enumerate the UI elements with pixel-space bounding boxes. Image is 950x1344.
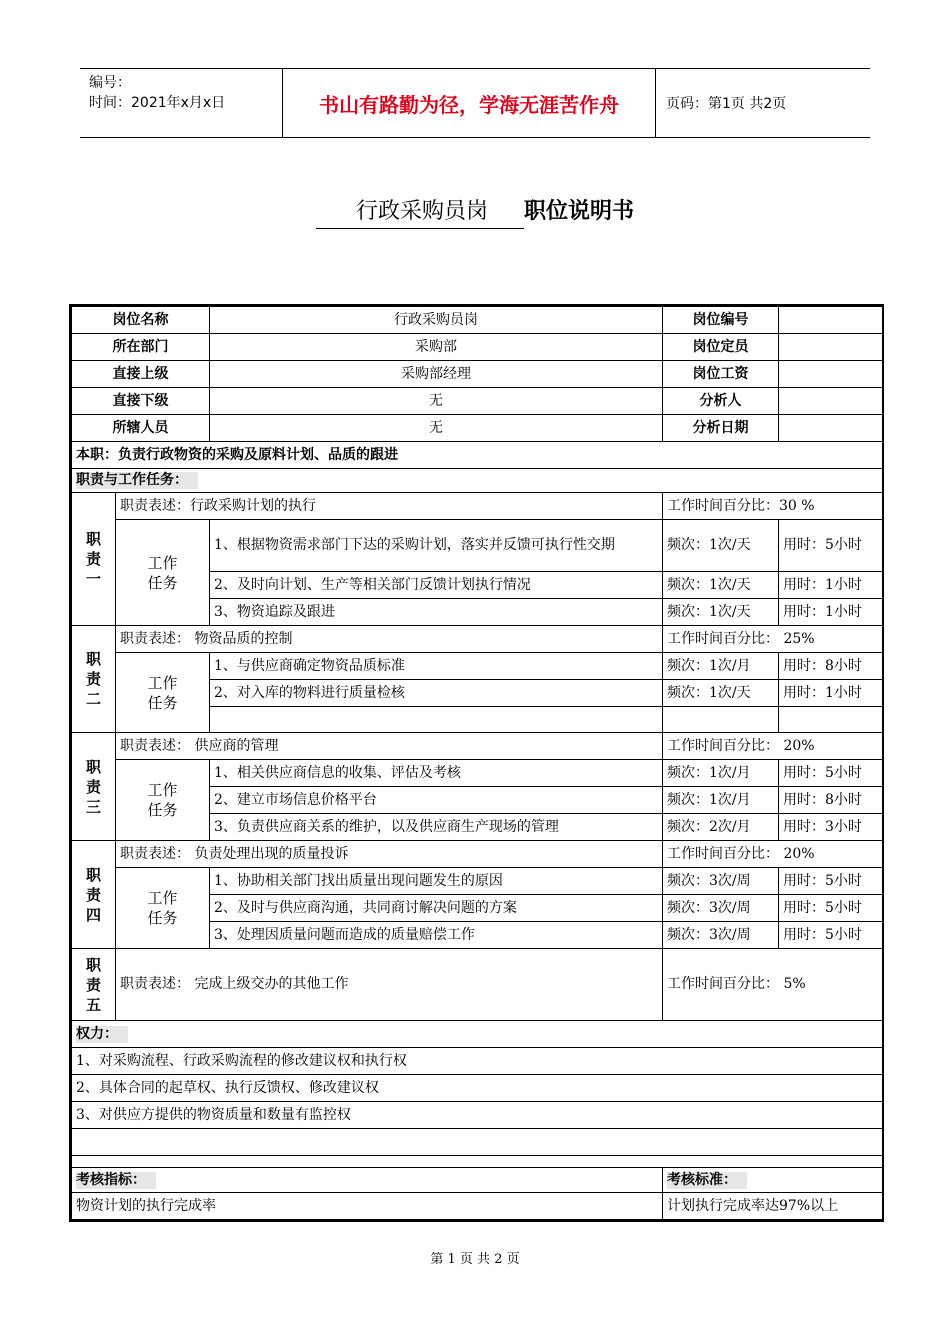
- duty5-row: [72, 949, 883, 1021]
- task-frequency: 频次：1次/月: [663, 760, 779, 787]
- duty-label: [72, 626, 116, 733]
- title-position: 行政采购员岗: [316, 196, 524, 229]
- work-task-label: [116, 653, 210, 733]
- kpi-row: [72, 1193, 883, 1220]
- duty-label: [72, 733, 116, 841]
- task-frequency: 频次：3次/周: [663, 895, 779, 922]
- task-text: 1、协助相关部门找出质量出现问题发生的原因: [210, 868, 663, 895]
- task-row: [72, 653, 883, 680]
- duty-label-char: 一: [85, 570, 101, 588]
- standard-header-label: 考核标准：: [667, 1172, 747, 1189]
- work-task-label: [116, 520, 210, 626]
- duty-label: [72, 841, 116, 949]
- spacer-cell: [72, 1156, 883, 1168]
- info-row: [72, 334, 883, 361]
- spacer-row: [72, 1156, 883, 1168]
- task-duration: 用时：5小时: [779, 922, 883, 949]
- table-body: [72, 307, 883, 1220]
- info-label-2: 岗位工资: [663, 361, 779, 388]
- info-label: 所辖人员: [72, 415, 210, 442]
- duty-label: [72, 493, 116, 626]
- rights-row: [72, 1102, 883, 1129]
- core-duty: 本职：负责行政物资的采购及原料计划、品质的跟进: [72, 442, 883, 469]
- duties-header-row: [72, 469, 883, 493]
- info-value-2: [779, 361, 883, 388]
- task-frequency: 频次：1次/月: [663, 787, 779, 814]
- task-frequency: 频次：3次/周: [663, 922, 779, 949]
- duty-desc-row: [72, 626, 883, 653]
- info-row: [72, 388, 883, 415]
- task-duration: [779, 707, 883, 733]
- task-text: 2、及时向计划、生产等相关部门反馈计划执行情况: [210, 572, 663, 599]
- rights-row: [72, 1048, 883, 1075]
- header-meta: [80, 69, 283, 137]
- info-label-2: 岗位编号: [663, 307, 779, 334]
- duty-time-percent: 工作时间百分比：30 %: [663, 493, 883, 520]
- task-duration: 用时：5小时: [779, 868, 883, 895]
- duty-label-char: 职: [85, 865, 101, 884]
- info-value-2: [779, 388, 883, 415]
- rights-header: [72, 1021, 883, 1048]
- task-duration: 用时：8小时: [779, 787, 883, 814]
- task-text: 2、及时与供应商沟通，共同商讨解决问题的方案: [210, 895, 663, 922]
- info-value: 无: [210, 415, 663, 442]
- task-frequency: 频次：1次/天: [663, 520, 779, 572]
- header-page: 页码：第1页 共2页: [666, 96, 787, 112]
- header-time: 时间：2021年x月x日: [89, 95, 226, 111]
- duty-label-char: 责: [85, 975, 101, 994]
- duty-label-char: 职: [85, 955, 101, 974]
- info-label: 直接下级: [72, 388, 210, 415]
- duty-label-char: 责: [85, 885, 101, 904]
- duty-label-char: 职: [85, 757, 101, 776]
- right-item: [72, 1129, 883, 1156]
- info-label: 直接上级: [72, 361, 210, 388]
- job-description-table: [69, 304, 884, 1222]
- standard-value: 计划执行完成率达97%以上: [663, 1193, 883, 1220]
- task-text: [210, 707, 663, 733]
- core-row: [72, 442, 883, 469]
- task-duration: 用时：8小时: [779, 653, 883, 680]
- task-frequency: [663, 707, 779, 733]
- duty-time-percent: 工作时间百分比： 25%: [663, 626, 883, 653]
- rights-row: [72, 1075, 883, 1102]
- rights-header-row: [72, 1021, 883, 1048]
- info-value-2: [779, 334, 883, 361]
- work-label-line: 任务: [147, 909, 178, 927]
- duty-label-char: 三: [85, 797, 101, 816]
- kpi-value: 物资计划的执行完成率: [72, 1193, 663, 1220]
- work-label-line: 工作: [147, 553, 178, 572]
- task-text: 3、物资追踪及跟进: [210, 599, 663, 626]
- task-frequency: 频次：1次/天: [663, 680, 779, 707]
- task-text: 1、相关供应商信息的收集、评估及考核: [210, 760, 663, 787]
- info-value-2: [779, 415, 883, 442]
- duties-header: [72, 469, 883, 493]
- duty-time-percent: 工作时间百分比： 5%: [663, 949, 883, 1021]
- info-label-2: 分析人: [663, 388, 779, 415]
- page-footer: 第 1 页 共 2 页: [430, 1252, 520, 1267]
- duty-label-char: 职: [85, 650, 101, 668]
- work-label-line: 工作: [147, 673, 178, 692]
- work-label-line: 任务: [147, 801, 178, 819]
- task-text: 2、对入库的物料进行质量检核: [210, 680, 663, 707]
- task-frequency: 频次：3次/周: [663, 868, 779, 895]
- standard-header: [663, 1168, 883, 1193]
- header-motto: 书山有路勤为径，学海无涯苦作舟: [283, 69, 656, 137]
- work-label-line: 任务: [147, 573, 178, 592]
- work-task-label: [116, 760, 210, 841]
- task-frequency: 频次：2次/月: [663, 814, 779, 841]
- duty-description: 职责表述： 物资品质的控制: [116, 626, 663, 653]
- info-label: 岗位名称: [72, 307, 210, 334]
- task-text: 3、负责供应商关系的维护，以及供应商生产现场的管理: [210, 814, 663, 841]
- duties-header-label: 职责与工作任务：: [76, 472, 198, 489]
- task-duration: 用时：5小时: [779, 895, 883, 922]
- info-label-2: 岗位定员: [663, 334, 779, 361]
- task-row: [72, 760, 883, 787]
- rights-header-label: 权力：: [76, 1026, 128, 1043]
- duty-label-char: 责: [85, 670, 101, 688]
- task-frequency: 频次：1次/天: [663, 572, 779, 599]
- task-frequency: 频次：1次/天: [663, 599, 779, 626]
- duty-time-percent: 工作时间百分比： 20%: [663, 841, 883, 868]
- duty-label-char: 五: [85, 995, 101, 1014]
- work-task-label: [116, 868, 210, 949]
- info-row: [72, 361, 883, 388]
- kpi-header-label: 考核指标：: [76, 1172, 156, 1189]
- task-duration: 用时：3小时: [779, 814, 883, 841]
- duty-desc-row: [72, 493, 883, 520]
- title-doc: 职位说明书: [524, 199, 635, 224]
- info-value: 采购部: [210, 334, 663, 361]
- info-value-2: [779, 307, 883, 334]
- task-text: 1、根据物资需求部门下达的采购计划，落实并反馈可执行性交期: [210, 520, 663, 572]
- work-label-line: 工作: [147, 781, 178, 799]
- kpi-header-row: [72, 1168, 883, 1193]
- work-label-line: 任务: [147, 693, 178, 712]
- task-duration: 用时：5小时: [779, 760, 883, 787]
- duty-label-char: 责: [85, 777, 101, 796]
- duty-label-char: 四: [85, 905, 101, 924]
- task-duration: 用时：1小时: [779, 680, 883, 707]
- task-duration: 用时：1小时: [779, 599, 883, 626]
- task-text: 1、与供应商确定物资品质标准: [210, 653, 663, 680]
- right-item: 3、对供应方提供的物资质量和数量有监控权: [72, 1102, 883, 1129]
- info-row: [72, 415, 883, 442]
- info-value: 采购部经理: [210, 361, 663, 388]
- document-title: [0, 196, 950, 229]
- duty-description: 职责表述： 供应商的管理: [116, 733, 663, 760]
- duty-label: [72, 949, 116, 1021]
- info-value: 行政采购员岗: [210, 307, 663, 334]
- work-label-line: 工作: [147, 889, 178, 907]
- info-value: 无: [210, 388, 663, 415]
- task-row: [72, 520, 883, 572]
- info-label-2: 分析日期: [663, 415, 779, 442]
- right-item: 2、具体合同的起草权、执行反馈权、修改建议权: [72, 1075, 883, 1102]
- right-item: 1、对采购流程、行政采购流程的修改建议权和执行权: [72, 1048, 883, 1075]
- duty-desc-row: [72, 841, 883, 868]
- task-duration: 用时：1小时: [779, 572, 883, 599]
- duty-label-char: 二: [85, 690, 101, 708]
- info-label: 所在部门: [72, 334, 210, 361]
- duty-description: 职责表述： 完成上级交办的其他工作: [116, 949, 663, 1021]
- task-text: 2、建立市场信息价格平台: [210, 787, 663, 814]
- duty-description: 职责表述： 负责处理出现的质量投诉: [116, 841, 663, 868]
- info-row: [72, 307, 883, 334]
- duty-time-percent: 工作时间百分比： 20%: [663, 733, 883, 760]
- duty-label-char: 责: [85, 550, 101, 568]
- header-number: 编号：: [89, 75, 131, 91]
- kpi-header: [72, 1168, 663, 1193]
- duty-desc-row: [72, 733, 883, 760]
- page-header: [80, 68, 870, 138]
- task-row: [72, 868, 883, 895]
- task-frequency: 频次：1次/月: [663, 653, 779, 680]
- rights-row: [72, 1129, 883, 1156]
- duty-description: 职责表述：行政采购计划的执行: [116, 493, 663, 520]
- task-text: 3、处理因质量问题而造成的质量赔偿工作: [210, 922, 663, 949]
- task-duration: 用时：5小时: [779, 520, 883, 572]
- duty-label-char: 职: [85, 530, 101, 548]
